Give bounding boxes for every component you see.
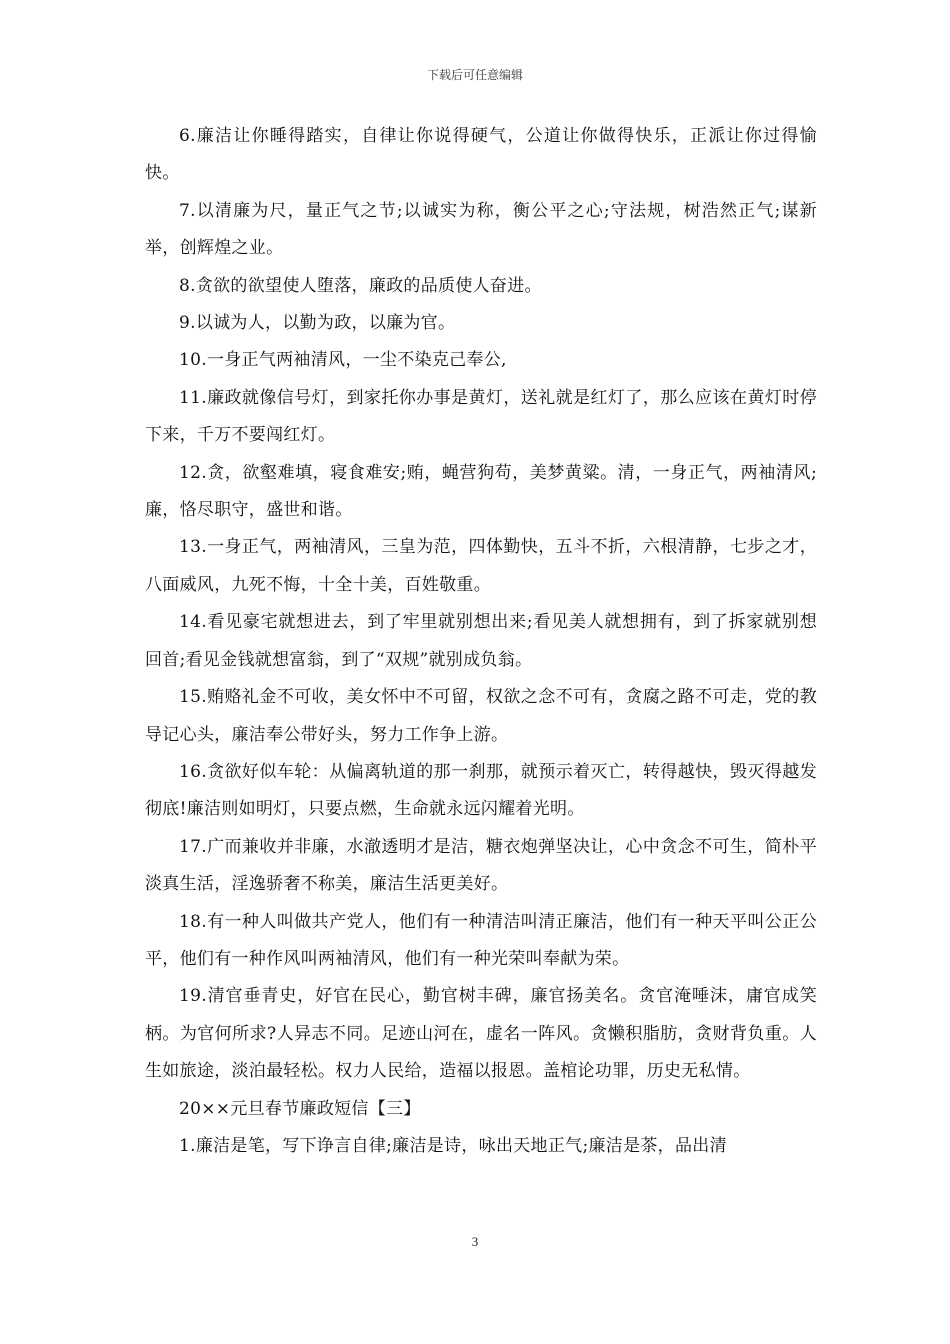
paragraph-18: 18.有一种人叫做共产党人，他们有一种清洁叫清正廉洁，他们有一种天平叫公正公平，他们有一种作风叫两袖清风，他们有一种光荣叫奉献为荣。 — [145, 911, 817, 969]
document-body — [145, 118, 817, 1165]
paragraph-8: 8.贪欲的欲望使人堕落，廉政的品质使人奋进。 — [179, 275, 542, 296]
section-heading: 20××元旦春节廉政短信【三】 — [179, 1098, 421, 1119]
paragraph-19: 19.清官垂青史，好官在民心，勤官树丰碑，廉官扬美名。贪官淹唾沫，庸官成笑柄。为官何所求?人异志不同。足迹山河在，虚名一阵风。贪懒积脂肪，贪财背负重。人生如旅途，淡泊最轻松。权力人民给，造福以报恩。盖棺论功罪，历史无私情。 — [145, 986, 817, 1082]
page-number: 3 — [471, 1234, 479, 1249]
paragraph-17: 17.广而兼收并非廉，水澈透明才是洁，糖衣炮弹坚决让，心中贪念不可生，简朴平淡真生活，淫逸骄奢不称美，廉洁生活更美好。 — [145, 836, 817, 895]
paragraph-11: 11.廉政就像信号灯，到家托你办事是黄灯，送礼就是红灯了，那么应该在黄灯时停下来，千万不要闯红灯。 — [145, 387, 817, 446]
paragraph-9: 9.以诚为人，以勤为政，以廉为官。 — [179, 313, 456, 334]
paragraph-10: 10.一身正气两袖清风，一尘不染克己奉公, — [179, 350, 507, 371]
page-header: 下载后可任意编辑 — [426, 68, 523, 82]
paragraph-14: 14.看见豪宅就想进去，到了牢里就别想出来;看见美人就想拥有，到了拆家就别想回首;看见金钱就想富翁，到了“双规”就别成负翁。 — [145, 612, 817, 670]
paragraph-7: 7.以清廉为尺，量正气之节;以诚实为称，衡公平之心;守法规，树浩然正气;谋新举，创辉煌之业。 — [145, 200, 817, 259]
paragraph-15: 15.贿赂礼金不可收，美女怀中不可留，权欲之念不可有，贪腐之路不可走，党的教导记心头，廉洁奉公带好头，努力工作争上游。 — [145, 687, 817, 745]
paragraph-16: 16.贪欲好似车轮：从偏离轨道的那一刹那，就预示着灭亡，转得越快，毁灭得越发彻底!廉洁则如明灯，只要点燃，生命就永远闪耀着光明。 — [145, 761, 817, 820]
paragraph-6: 6.廉洁让你睡得踏实，自律让你说得硬气，公道让你做得快乐，正派让你过得愉快。 — [145, 126, 817, 184]
paragraph-1: 1.廉洁是笔，写下诤言自律;廉洁是诗，咏出天地正气;廉洁是茶，品出清 — [179, 1135, 727, 1156]
paragraph-13: 13.一身正气，两袖清风，三皇为范，四体勤快，五斗不折，六根清静，七步之才，八面威风，九死不悔，十全十美，百姓敬重。 — [145, 537, 817, 595]
paragraph-12: 12.贪，欲壑难填，寝食难安;贿，蝇营狗苟，美梦黄粱。清，一身正气，两袖清风;廉，恪尽职守，盛世和谐。 — [145, 462, 817, 521]
